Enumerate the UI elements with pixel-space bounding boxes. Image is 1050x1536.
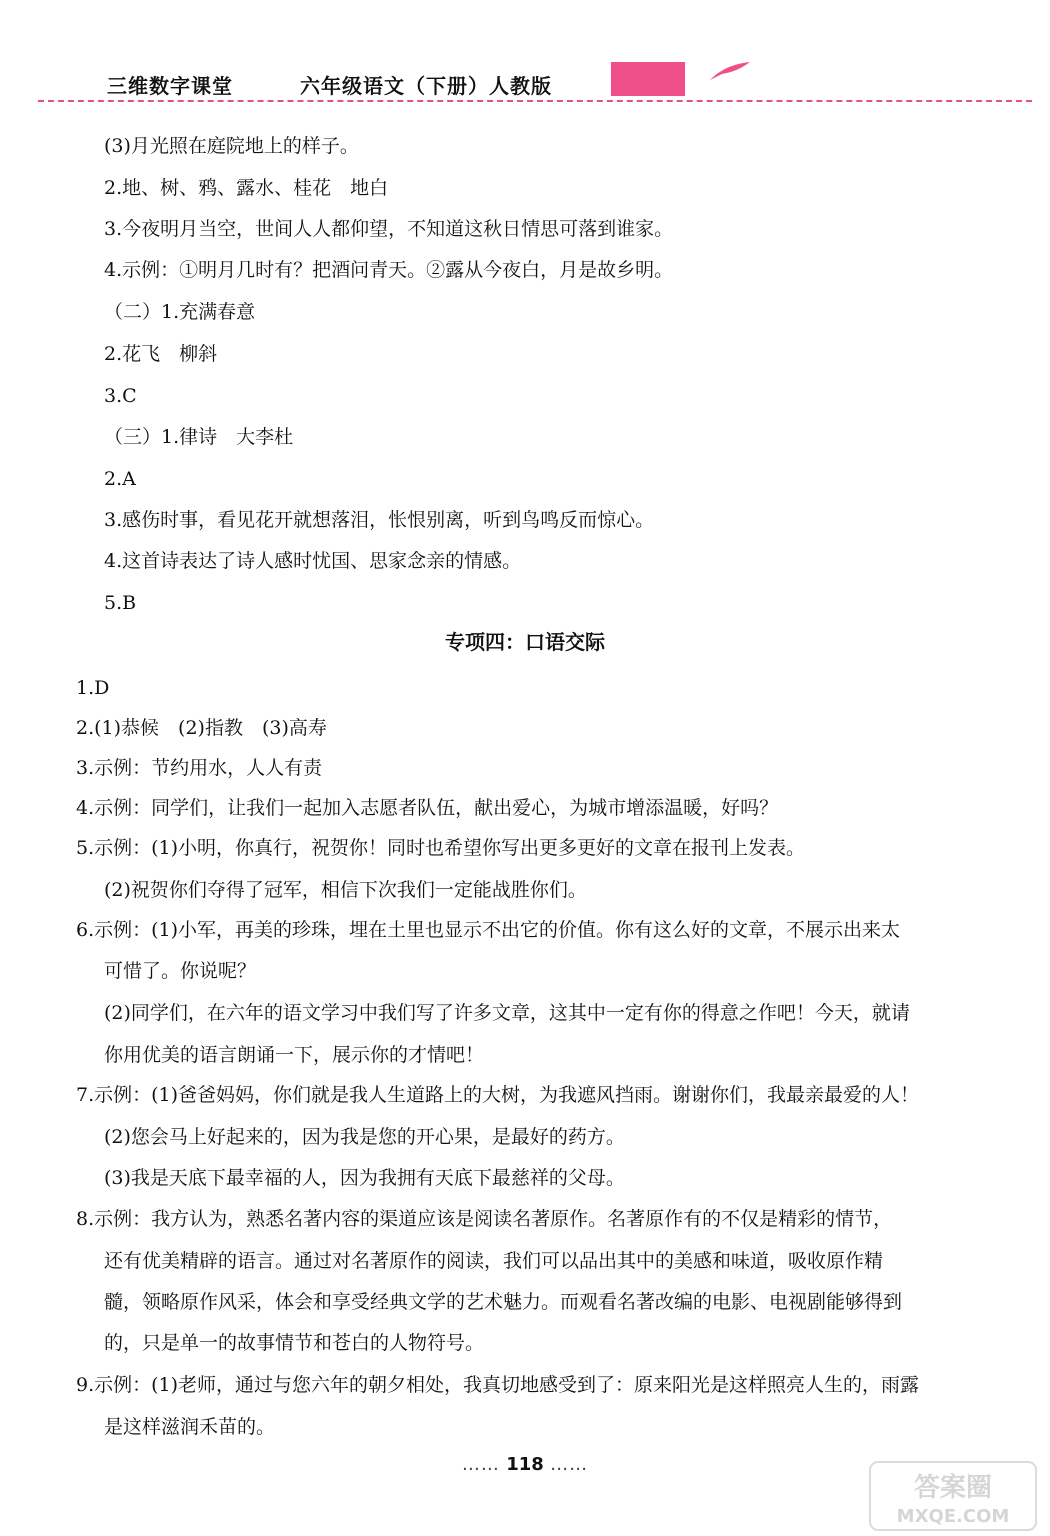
section-title: 专项四：口语交际 (445, 630, 605, 654)
answer-line: 8.示例：我方认为，熟悉名著内容的渠道应该是阅读名著原作。名著原作有的不仅是精彩的情节， (76, 1208, 893, 1230)
answer-line: 6.示例：(1)小军，再美的珍珠，埋在土里也显示不出它的价值。你有这么好的文章，不展示出来太 (76, 919, 901, 941)
svg-text:答案圈: 答案圈 (913, 1473, 993, 1503)
answer-line: 2.A (104, 468, 136, 490)
answer-line: 你用优美的语言朗诵一下，展示你的才情吧！ (104, 1044, 485, 1066)
page-number: 118 (506, 1454, 544, 1475)
answer-line: (2)您会马上好起来的，因为我是您的开心果，是最好的药方。 (104, 1126, 625, 1148)
answer-line: 的，只是单一的故事情节和苍白的人物符号。 (104, 1332, 485, 1354)
answer-line: 3.C (104, 385, 137, 407)
footer-dots-right: …… (550, 1454, 589, 1475)
answer-line: 4.这首诗表达了诗人感时忧国、思家念亲的情感。 (104, 550, 522, 572)
answer-line: 9.示例：(1)老师，通过与您六年的朝夕相处，我真切地感受到了：原来阳光是这样照亮人生的，雨露 (76, 1374, 920, 1396)
answer-line: (3)我是天底下最幸福的人，因为我拥有天底下最慈祥的父母。 (104, 1167, 625, 1189)
watermark-logo-icon (868, 1460, 1038, 1532)
answer-line: 2.(1)恭候 (2)指教 (3)高寿 (76, 717, 327, 739)
answer-line: （三）1.律诗 大李杜 (104, 426, 294, 448)
answer-line: (2)同学们，在六年的语文学习中我们写了许多文章，这其中一定有你的得意之作吧！今天，就请 (104, 1002, 910, 1024)
answer-line: 可惜了。你说呢？ (104, 960, 257, 982)
answer-line: 5.B (104, 592, 137, 614)
answer-line: 是这样滋润禾苗的。 (104, 1416, 276, 1438)
svg-text:MXQE.COM: MXQE.COM (896, 1506, 1010, 1527)
answer-line: 3.感伤时事，看见花开就想落泪，怅恨别离，听到鸟鸣反而惊心。 (104, 509, 655, 531)
answer-line: 还有优美精辟的语言。通过对名著原作的阅读，我们可以品出其中的美感和味道，吸收原作精 (104, 1250, 884, 1272)
footer-dots-left: …… (461, 1454, 500, 1475)
answer-line: 髓，领略原作风采，体会和享受经典文学的艺术魅力。而观看名著改编的电影、电视剧能够得到 (104, 1291, 903, 1313)
answer-line: （二）1.充满春意 (104, 301, 256, 323)
answer-line: 7.示例：(1)爸爸妈妈，你们就是我人生道路上的大树，为我遮风挡雨。谢谢你们，我最亲最爱的人！ (76, 1084, 920, 1106)
answer-line: 4.示例：①明月几时有？把酒问青天。②露从今夜白，月是故乡明。 (104, 259, 674, 281)
answer-line: 3.今夜明月当空，世间人人都仰望，不知道这秋日情思可落到谁家。 (104, 218, 674, 240)
answer-line: (2)祝贺你们夺得了冠军，相信下次我们一定能战胜你们。 (104, 879, 587, 901)
answer-line: 1.D (76, 677, 110, 699)
answer-line: 2.花飞 柳斜 (104, 343, 218, 365)
answer-line: (3)月光照在庭院地上的样子。 (104, 135, 359, 157)
answer-line: 2.地、树、鸦、露水、桂花 地白 (104, 177, 389, 199)
book-title: 六年级语文（下册）人教版 (300, 74, 552, 98)
answer-line: 5.示例：(1)小明，你真行，祝贺你！同时也希望你写出更多更好的文章在报刊上发表。 (76, 837, 806, 859)
answer-line: 3.示例：节约用水，人人有责 (76, 757, 323, 779)
book-series-title: 三维数字课堂 (107, 74, 233, 98)
answer-line: 4.示例：同学们，让我们一起加入志愿者队伍，献出爱心，为城市增添温暖，好吗？ (76, 797, 779, 819)
